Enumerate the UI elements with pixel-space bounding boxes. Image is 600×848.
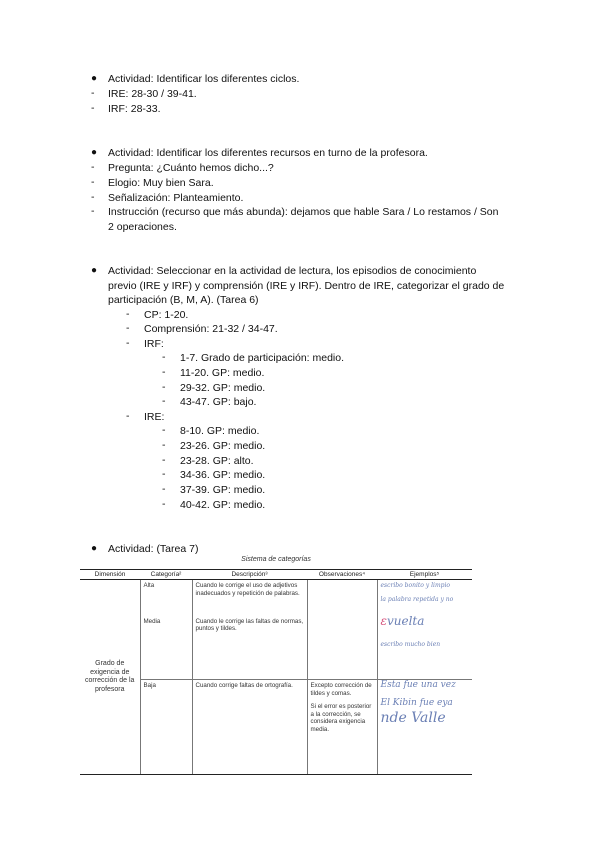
ire-item: 8-10. GP: medio. <box>180 425 260 437</box>
list-item: Pregunta: ¿Cuánto hemos dicho...? <box>108 162 274 174</box>
dash-icon: - <box>162 351 166 363</box>
handwriting-sample: El Kibin fue eya <box>380 697 453 708</box>
dash-icon: - <box>162 366 166 378</box>
irf-item: 43-47. GP: bajo. <box>180 396 257 408</box>
observations-cell <box>307 680 377 775</box>
header-observations: Observaciones⁴ <box>307 570 377 580</box>
observation-text: Excepto corrección de tildes y comas. <box>310 682 372 697</box>
description-cell: Cuando corrige faltas de ortografía. <box>192 680 307 775</box>
activity-3-line: Actividad: Seleccionar en la actividad de lectura, los episodios de conocimiento <box>108 265 477 277</box>
dash-icon: - <box>91 205 95 217</box>
examples-cell <box>377 680 472 775</box>
header-dimension: Dimensión <box>80 570 140 580</box>
irf-item: 29-32. GP: medio. <box>180 382 266 394</box>
ire-item: 37-39. GP: medio. <box>180 484 266 496</box>
dash-icon: - <box>162 395 166 407</box>
list-item: IRF: 28-33. <box>108 103 161 115</box>
table-caption: Sistema de categorías <box>241 556 311 563</box>
category-cell: Media <box>140 616 192 680</box>
dash-icon: - <box>126 308 130 320</box>
irf-label: IRF: <box>144 338 164 350</box>
dash-icon: - <box>126 410 130 422</box>
activity-1: Actividad: Identificar los diferentes ciclos. <box>108 73 300 85</box>
dash-icon: - <box>162 498 166 510</box>
ire-item: 23-26. GP: medio. <box>180 440 266 452</box>
table-row <box>80 580 472 616</box>
handwriting-sample: ɛvuelta <box>380 613 425 628</box>
handwriting-sample: la palabra repetida y no <box>380 595 454 603</box>
cp-item: CP: 1-20. <box>144 309 189 321</box>
dash-icon: - <box>162 439 166 451</box>
list-item: Instrucción (recurso que más abunda): dejamos que hable Sara / Lo restamos / Son <box>108 206 499 218</box>
dash-icon: - <box>162 454 166 466</box>
list-item: Elogio: Muy bien Sara. <box>108 177 214 189</box>
list-item-continuation: 2 operaciones. <box>108 221 177 233</box>
description-cell: Cuando le corrige las faltas de normas, puntos y tildes. <box>192 616 307 680</box>
bullet-icon: ● <box>91 543 98 554</box>
bullet-icon: ● <box>91 265 98 276</box>
header-category: Categoría² <box>140 570 192 580</box>
header-examples: Ejemplos⁵ <box>377 570 472 580</box>
observations-cell <box>307 616 377 680</box>
activity-2: Actividad: Identificar los diferentes recursos en turno de la profesora. <box>108 147 428 159</box>
dash-icon: - <box>162 381 166 393</box>
header-description: Descripción³ <box>192 570 307 580</box>
ire-item: 34-36. GP: medio. <box>180 469 266 481</box>
comprehension-item: Comprensión: 21-32 / 34-47. <box>144 323 278 335</box>
activity-4: Actividad: (Tarea 7) <box>108 543 199 555</box>
handwriting-sample: escribo bonito y limpio <box>380 582 451 589</box>
ire-label: IRE: <box>144 411 165 423</box>
category-table <box>80 569 472 775</box>
dash-icon: - <box>91 102 95 114</box>
dash-icon: - <box>162 483 166 495</box>
category-cell: Baja <box>140 680 192 775</box>
examples-cell <box>377 613 472 680</box>
dimension-cell: Grado de exigencia de corrección de la profesora <box>80 580 140 775</box>
dash-icon: - <box>91 191 95 203</box>
irf-item: 11-20. GP: medio. <box>180 367 265 379</box>
dash-icon: - <box>91 161 95 173</box>
list-item: IRE: 28-30 / 39-41. <box>108 88 197 100</box>
dash-icon: - <box>126 337 130 349</box>
activity-3-line: participación (B, M, A). (Tarea 6) <box>108 294 259 306</box>
dash-icon: - <box>162 468 166 480</box>
dash-icon: - <box>91 176 95 188</box>
dash-icon: - <box>126 322 130 334</box>
dash-icon: - <box>162 424 166 436</box>
ire-item: 40-42. GP: medio. <box>180 499 266 511</box>
activity-3-line: previo (IRE y IRF) y comprensión (IRE y IRF). Dentro de IRE, categorizar el grado de <box>108 280 505 292</box>
bullet-icon: ● <box>91 147 98 158</box>
examples-cell <box>377 580 472 616</box>
observation-text: Si el error es posterior a la corrección, se considera exigencia media. <box>310 703 372 733</box>
irf-item: 1-7. Grado de participación: medio. <box>180 352 345 364</box>
handwriting-sample: nde Valle <box>380 710 446 726</box>
ire-item: 23-28. GP: alto. <box>180 455 254 467</box>
handwriting-sample: Esta fue una vez <box>380 680 456 690</box>
description-cell: Cuando le corrige el uso de adjetivos inadecuados y repetición de palabras. <box>192 580 307 616</box>
dash-icon: - <box>91 87 95 99</box>
handwriting-sample: escribo mucho bien <box>380 641 441 648</box>
list-item: Señalización: Planteamiento. <box>108 192 244 204</box>
bullet-icon: ● <box>91 73 98 84</box>
category-cell: Alta <box>140 580 192 616</box>
category-table-image <box>80 556 472 770</box>
observations-cell <box>307 580 377 616</box>
